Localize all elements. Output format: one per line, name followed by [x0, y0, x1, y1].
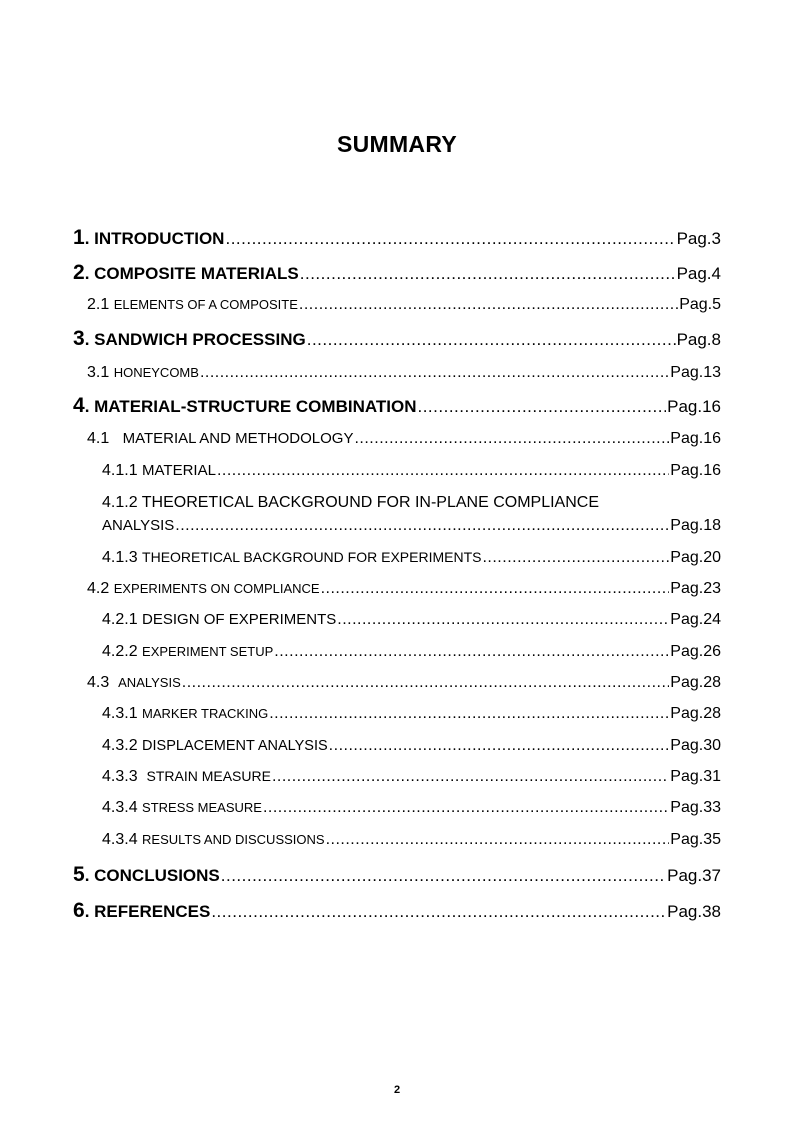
- toc-entry-title: MATERIAL: [142, 462, 216, 479]
- toc-entry-title: EXPERIMENT SETUP: [142, 644, 274, 659]
- toc-entry-number: 3.1: [87, 364, 110, 381]
- toc-entry-page: Pag.23: [670, 580, 721, 597]
- toc-entry-page: Pag.16: [670, 462, 721, 479]
- toc-entry-design-of-experiments[interactable]: [102, 611, 721, 629]
- toc-entry-elements-of-a-composite[interactable]: [87, 296, 721, 314]
- toc-entry-page: Pag.20: [670, 549, 721, 566]
- toc-entry-experiment-setup[interactable]: [102, 643, 721, 661]
- toc-entry-conclusions[interactable]: [73, 863, 721, 887]
- toc-entry-title: . CONCLUSIONS: [84, 866, 220, 885]
- dot-leader: [299, 296, 678, 314]
- toc-entry-number: 1: [73, 226, 85, 249]
- dot-leader: [211, 902, 666, 922]
- toc-entry-results-and-discussions[interactable]: [102, 831, 721, 849]
- toc-entry-page: Pag.4: [676, 264, 721, 283]
- toc-entry-page: Pag.30: [670, 737, 721, 754]
- toc-entry-honeycomb[interactable]: [87, 364, 721, 382]
- toc-entry-theoretical-background-line1[interactable]: [102, 494, 599, 512]
- toc-entry-number: 4.3.1: [102, 705, 138, 722]
- toc-entry-page: Pag.28: [670, 674, 721, 691]
- toc-entry-title: THEORETICAL BACKGROUND FOR EXPERIMENTS: [142, 549, 482, 565]
- toc-entry-number: 4.2.1: [102, 611, 138, 628]
- toc-entry-title: . MATERIAL-STRUCTURE COMBINATION: [84, 397, 417, 416]
- toc-entry-page: Pag.5: [679, 296, 721, 313]
- toc-entry-page: Pag.16: [670, 430, 721, 447]
- toc-entry-number: 2: [73, 261, 85, 284]
- toc-entry-number: 4: [73, 394, 85, 417]
- toc-entry-material[interactable]: [102, 462, 721, 480]
- toc-entry-theoretical-background-experiments[interactable]: [102, 549, 721, 567]
- toc-entry-stress-measure[interactable]: [102, 799, 721, 817]
- toc-entry-page: Pag.35: [670, 831, 721, 848]
- toc-entry-page: Pag.24: [670, 611, 721, 628]
- dot-leader: [274, 643, 669, 661]
- toc-entry-title: EXPERIMENTS ON COMPLIANCE: [113, 581, 320, 596]
- toc-entry-page: Pag.26: [670, 643, 721, 660]
- toc-entry-title: ELEMENTS OF A COMPOSITE: [113, 297, 298, 312]
- toc-entry-page: Pag.33: [670, 799, 721, 816]
- dot-leader: [329, 737, 670, 755]
- dot-leader: [175, 517, 669, 535]
- toc-entry-title: HONEYCOMB: [113, 365, 199, 380]
- toc-entry-title: ANALYSIS: [118, 675, 181, 690]
- toc-entry-number: 2.1: [87, 296, 110, 313]
- toc-entry-title: DESIGN OF EXPERIMENTS: [142, 611, 337, 628]
- toc-entry-analysis[interactable]: [87, 674, 721, 692]
- toc-entry-title: . REFERENCES: [84, 902, 211, 921]
- toc-entry-title: STRAIN MEASURE: [146, 768, 271, 784]
- dot-leader: [321, 580, 670, 598]
- toc-entry-number: 4.3: [87, 674, 110, 691]
- toc-entry-page: Pag.31: [670, 768, 721, 785]
- dot-leader: [326, 831, 670, 849]
- toc-entry-page: Pag.37: [667, 866, 721, 885]
- toc-entry-sandwich-processing[interactable]: [73, 327, 721, 351]
- toc-entry-number: 4.3.4: [102, 799, 138, 816]
- toc-entry-title: RESULTS AND DISCUSSIONS: [142, 832, 325, 847]
- toc-entry-experiments-on-compliance[interactable]: [87, 580, 721, 598]
- toc-entry-page: Pag.28: [670, 705, 721, 722]
- dot-leader: [221, 866, 666, 886]
- toc-entry-number: 4.1: [87, 430, 110, 447]
- toc-entry-title: STRESS MEASURE: [142, 800, 262, 815]
- toc-entry-title: DISPLACEMENT ANALYSIS: [142, 738, 328, 754]
- toc-entry-title: ANALYSIS: [102, 517, 175, 534]
- toc-entry-material-structure-combination[interactable]: [73, 394, 721, 418]
- toc-entry-page: Pag.8: [676, 330, 721, 349]
- toc-entry-page: Pag.18: [670, 517, 721, 534]
- toc-entry-number: 4.1.3: [102, 549, 138, 566]
- toc-entry-number: 3: [73, 327, 85, 350]
- toc-entry-marker-tracking[interactable]: [102, 705, 721, 723]
- dot-leader: [217, 462, 669, 480]
- toc-entry-title: . INTRODUCTION: [84, 229, 225, 248]
- toc-entry-title: MARKER TRACKING: [142, 706, 269, 721]
- dot-leader: [182, 674, 670, 692]
- dot-leader: [300, 264, 676, 284]
- toc-entry-number: 5: [73, 863, 85, 886]
- toc-entry-number: 4.3.2: [102, 737, 138, 754]
- toc-entry-number: 4.2.2: [102, 643, 138, 660]
- dot-leader: [337, 611, 669, 629]
- page-number: 2: [393, 1084, 401, 1096]
- toc-entry-strain-measure[interactable]: [102, 768, 721, 786]
- dot-leader: [272, 768, 669, 786]
- toc-entry-page: Pag.38: [667, 902, 721, 921]
- toc-entry-introduction[interactable]: [73, 226, 721, 250]
- dot-leader: [225, 229, 675, 249]
- dot-leader: [307, 330, 676, 350]
- dot-leader: [269, 705, 669, 723]
- toc-entry-title: MATERIAL AND METHODOLOGY: [122, 430, 354, 447]
- toc-entry-page: Pag.3: [676, 229, 721, 248]
- page-title: SUMMARY: [336, 131, 458, 157]
- toc-entry-references[interactable]: [73, 899, 721, 923]
- toc-entry-number: 4.2: [87, 580, 110, 597]
- toc-entry-page: Pag.16: [667, 397, 721, 416]
- toc-entry-number: 6: [73, 899, 85, 922]
- dot-leader: [263, 799, 669, 817]
- toc-entry-material-and-methodology[interactable]: [87, 430, 721, 448]
- toc-entry-theoretical-background-compliance[interactable]: [102, 517, 721, 535]
- toc-entry-title: THEORETICAL BACKGROUND FOR IN-PLANE COMPLIANCE: [141, 494, 599, 511]
- toc-entry-number: 4.3.3: [102, 768, 138, 785]
- toc-entry-title: . COMPOSITE MATERIALS: [84, 264, 299, 283]
- dot-leader: [200, 364, 669, 382]
- dot-leader: [354, 430, 669, 448]
- toc-entry-number: 4.3.4: [102, 831, 138, 848]
- toc-entry-displacement-analysis[interactable]: [102, 737, 721, 755]
- toc-entry-composite-materials[interactable]: [73, 261, 721, 285]
- toc-entry-page: Pag.13: [670, 364, 721, 381]
- toc-entry-number: 4.1.1: [102, 462, 138, 479]
- dot-leader: [417, 397, 666, 417]
- toc-entry-title: . SANDWICH PROCESSING: [84, 330, 306, 349]
- toc-entry-number: 4.1.2: [102, 494, 138, 511]
- dot-leader: [482, 549, 669, 567]
